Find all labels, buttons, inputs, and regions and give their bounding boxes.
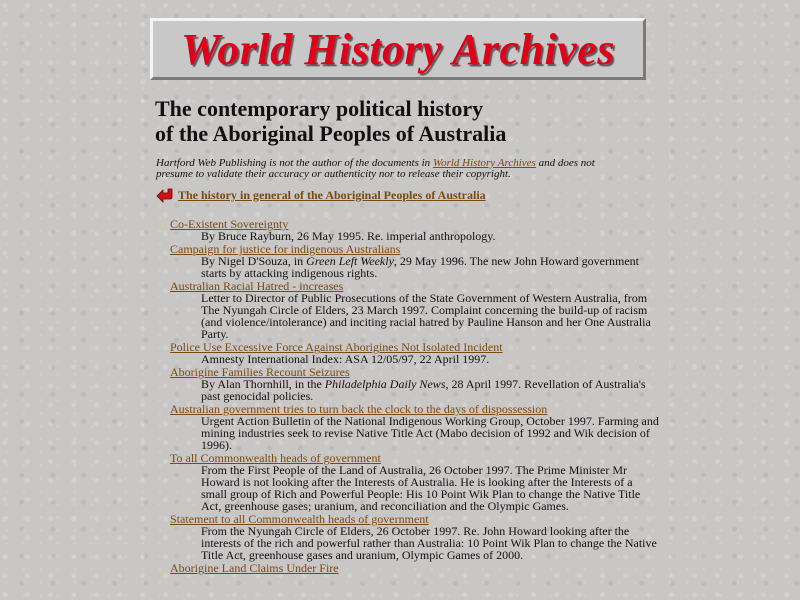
document-link[interactable]: Australian government tries to turn back the clock to the days of dispossession — [170, 402, 548, 416]
description-text: By Bruce Rayburn, 26 May 1995. Re. imperial anthropology. — [201, 229, 496, 243]
list-item — [170, 513, 660, 561]
list-item — [170, 562, 660, 574]
copyright-disclaimer — [156, 158, 626, 180]
disclaimer-text-before: Hartford Web Publishing is not the author of the documents in — [156, 157, 433, 169]
document-link[interactable]: Campaign for justice for indigenous Australians — [170, 242, 401, 256]
description-text: By Nigel D'Souza, in — [201, 254, 307, 268]
list-item — [170, 280, 660, 340]
general-history-link[interactable]: The history in general of the Aboriginal Peoples of Australia — [178, 187, 486, 202]
document-description — [201, 292, 660, 340]
document-description — [201, 353, 660, 365]
back-arrow-icon[interactable] — [156, 187, 174, 203]
description-text: From the First People of the Land of Australia, 26 October 1997. The Prime Minister Mr Howard is not looking after the Interests of Australia. He is looking after the Interests of a small group of Rich and Powerful People: His 10 Point Wik Plan to change the Native Title Act, greenhouse gases; uranium, and reconciliation and the Olympic Games. — [201, 463, 641, 513]
site-title: World History Archives — [181, 24, 615, 74]
document-link[interactable]: Police Use Excessive Force Against Aborigines Not Isolated Incident — [170, 340, 503, 354]
description-text: Amnesty International Index: ASA 12/05/97, 22 April 1997. — [201, 352, 490, 366]
document-link[interactable]: Australian Racial Hatred - increases — [170, 279, 344, 293]
list-item — [170, 218, 660, 242]
document-link[interactable]: To all Commonwealth heads of government — [170, 451, 381, 465]
description-text: By Alan Thornhill, in the — [201, 377, 325, 391]
description-text: Urgent Action Bulletin of the National Indigenous Working Group, October 1997. Farming and mining industries seek to revise Native Title Act (Mabo decision of 1992 and Wik decision of 1996). — [201, 414, 659, 452]
document-list — [170, 218, 660, 575]
document-link[interactable]: Aborigine Land Claims Under Fire — [170, 561, 339, 575]
document-description — [201, 415, 660, 451]
world-history-archives-link[interactable]: World History Archives — [432, 157, 536, 169]
list-item — [170, 341, 660, 365]
publication-name: Green Left Weekly — [306, 254, 394, 268]
description-text: , 29 May 1996. The new John Howard government starts by attacking indigenous rights. — [201, 254, 639, 280]
publication-name: Philadelphia Daily News — [324, 377, 446, 391]
list-item — [170, 403, 660, 451]
list-item — [170, 452, 660, 512]
site-banner — [150, 18, 646, 80]
document-link[interactable]: Co-Existent Sovereignty — [170, 217, 289, 231]
list-item — [170, 243, 660, 279]
page-title-line-2: of the Aboriginal Peoples of Australia — [155, 121, 507, 146]
disclaimer-text-after: and does not presume to validate their accuracy or authenticity nor to release their copyright. — [156, 157, 595, 180]
back-nav — [156, 187, 486, 203]
description-text: , 28 April 1997. Revellation of Australia's past genocidal policies. — [201, 377, 646, 403]
document-link[interactable]: Aborigine Families Recount Seizures — [170, 365, 350, 379]
page-title-line-1: The contemporary political history — [155, 96, 484, 121]
document-description — [201, 378, 660, 402]
page-title — [155, 96, 635, 146]
document-link[interactable]: Statement to all Commonwealth heads of government — [170, 512, 429, 526]
document-description — [201, 230, 660, 242]
description-text: Letter to Director of Public Prosecutions of the State Government of Western Australia, from The Nyungah Circle of Elders, 23 March 1997. Complaint concerning the build-up of racism (and violence/intolerance) and inciting racial hatred by Pauline Hanson and her One Australia Party. — [201, 291, 651, 341]
list-item — [170, 366, 660, 402]
document-description — [201, 525, 660, 561]
description-text: From the Nyungah Circle of Elders, 26 October 1997. Re. John Howard looking after the interests of the rich and powerful rather than Australia: 10 Point Wik Plan to change the Native Title Act, greenhouse gases and uranium, Olympic Games of 2000. — [201, 524, 657, 562]
document-description — [201, 464, 660, 512]
document-description — [201, 255, 660, 279]
